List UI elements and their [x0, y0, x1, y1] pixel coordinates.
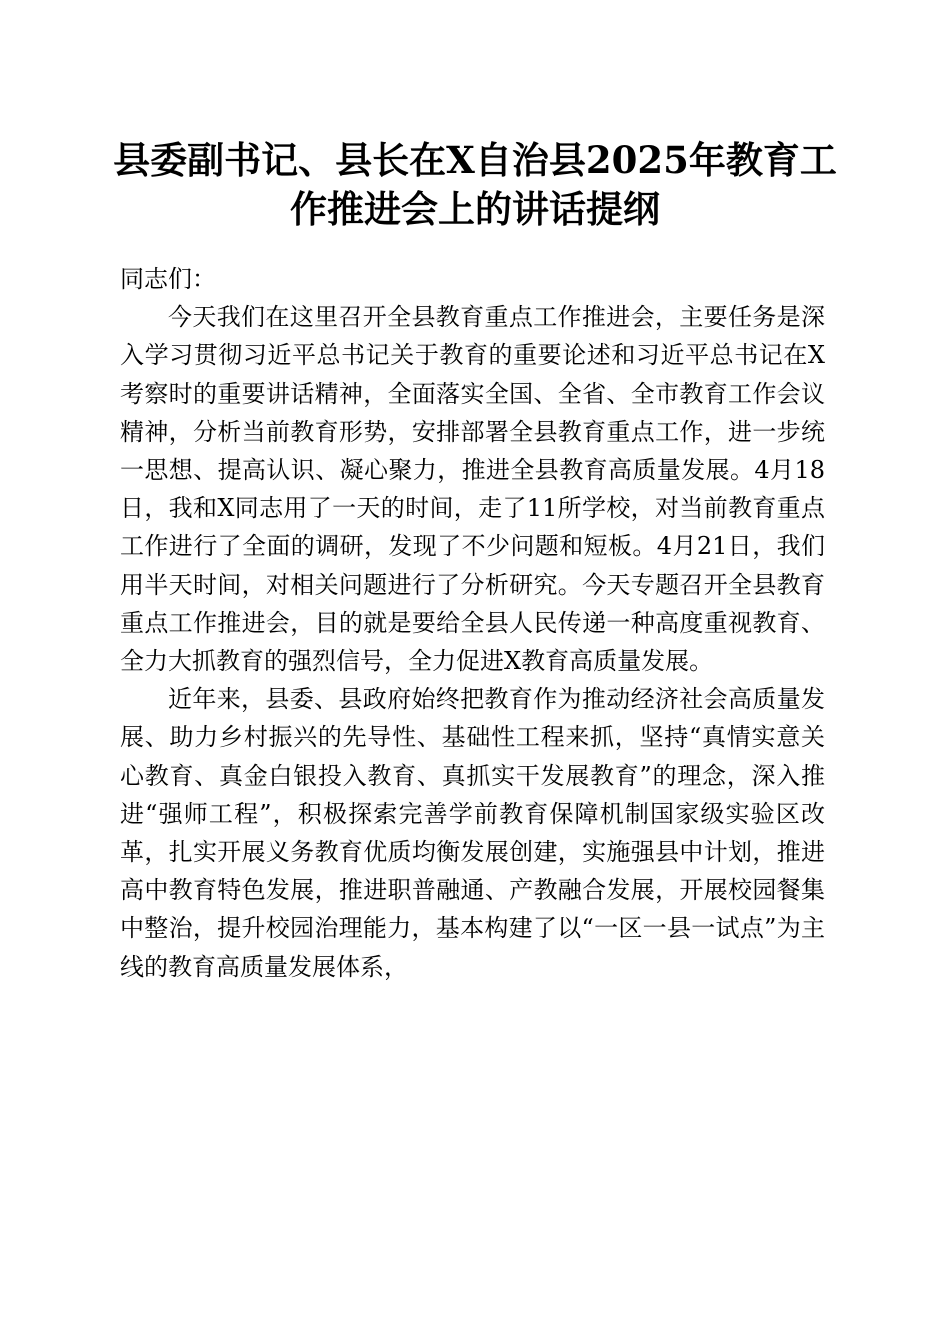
document-body — [120, 260, 825, 986]
salutation: 同志们： — [120, 265, 216, 293]
paragraph-2: 近年来，县委、县政府始终把教育作为推动经济社会高质量发展、助力乡村振兴的先导性、基础性工程来抓，坚持“真情实意关心教育、真金白银投入教育、真抓实干发展教育”的理念，深入推进“强师工程”，积极探索完善学前教育保障机制国家级实验区改革，扎实开展义务教育优质均衡发展创建，实施强县中计划，推进高中教育特色发展，推进职普融通、产教融合发展，开展校园餐集中整治，提升校园治理能力，基本构建了以“一区一县一试点”为主线的教育高质量发展体系， — [120, 685, 825, 981]
paragraph-1: 今天我们在这里召开全县教育重点工作推进会，主要任务是深入学习贯彻习近平总书记关于教育的重要论述和习近平总书记在X考察时的重要讲话精神，全面落实全国、全省、全市教育工作会议精神，分析当前教育形势，安排部署全县教育重点工作，进一步统一思想、提高认识、凝心聚力，推进全县教育高质量发展。4月18日，我和X同志用了一天的时间，走了11所学校，对当前教育重点工作进行了全面的调研，发现了不少问题和短板。4月21日，我们用半天时间，对相关问题进行了分析研究。今天专题召开全县教育重点工作推进会，目的就是要给全县人民传递一种高度重视教育、全力大抓教育的强烈信号，全力促进X教育高质量发展。 — [120, 303, 825, 676]
document-title: 县委副书记、县长在X自治县2025年教育工作推进会上的讲话提纲 — [113, 138, 837, 231]
